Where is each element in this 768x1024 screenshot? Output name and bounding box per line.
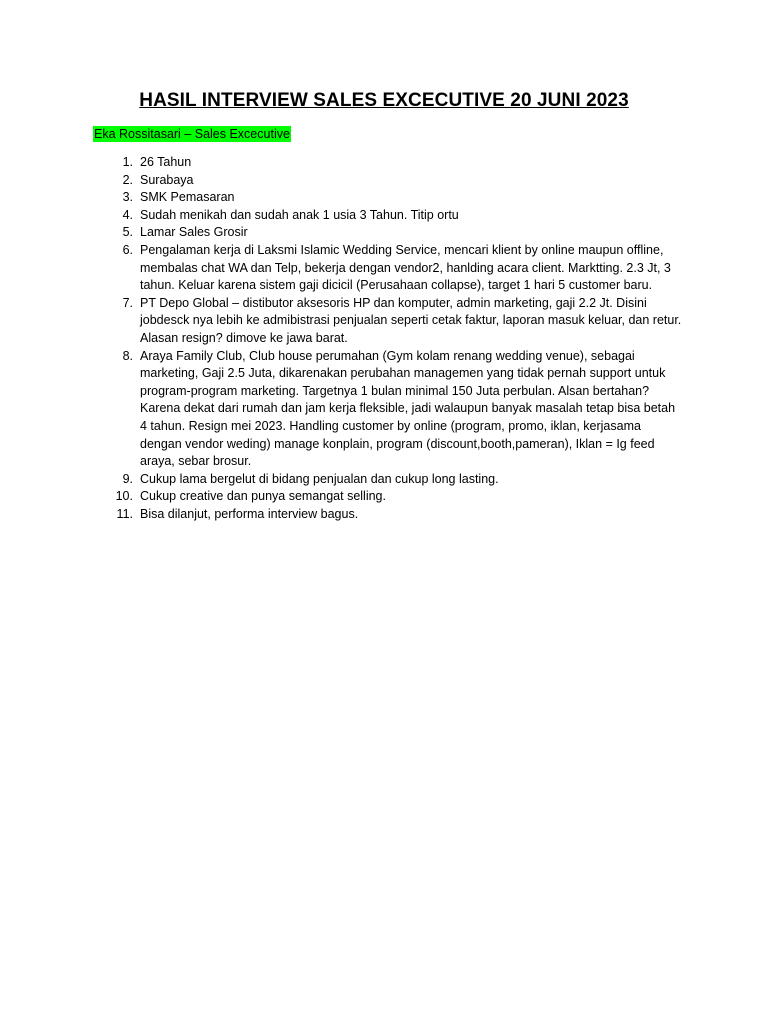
list-item-number: 5. bbox=[122, 225, 133, 240]
candidate-heading: Eka Rossitasari – Sales Excecutive bbox=[94, 127, 290, 141]
list-item-number: 10. bbox=[115, 489, 133, 504]
list-item bbox=[93, 295, 683, 348]
list-item-text: Bisa dilanjut, performa interview bagus. bbox=[140, 506, 359, 521]
list-item-text: Cukup creative dan punya semangat selling. bbox=[140, 489, 386, 504]
list-item bbox=[93, 189, 683, 207]
list-item-number: 1. bbox=[122, 155, 133, 169]
list-item-text: Sudah menikah dan sudah anak 1 usia 3 Tahun. Titip ortu bbox=[140, 207, 459, 222]
list-item bbox=[93, 488, 683, 506]
list-item bbox=[93, 224, 683, 242]
interview-notes-list bbox=[93, 154, 683, 523]
document-title: HASIL INTERVIEW SALES EXCECUTIVE 20 JUNI 2023 bbox=[139, 90, 629, 111]
list-item-number: 4. bbox=[122, 207, 133, 222]
list-item-number: 2. bbox=[122, 172, 133, 187]
list-item-number: 6. bbox=[122, 242, 133, 257]
list-item-number: 9. bbox=[122, 471, 133, 486]
list-item-number: 3. bbox=[122, 190, 133, 205]
list-item bbox=[93, 172, 683, 190]
list-item-text: Pengalaman kerja di Laksmi Islamic Wedding Service, mencari klient by online maupun offline, membalas chat WA dan Telp, bekerja dengan vendor2, hanlding acara client. Marktting. 2.3 Jt, 3 tahun. Keluar karena sistem gaji dicicil (Perusahaan collapse), target 1 hari 5 customer baru. bbox=[140, 242, 671, 293]
list-item-text: PT Depo Global – distibutor aksesoris HP dan komputer, admin marketing, gaji 2.2 Jt. Disini jobdesck nya lebih ke admibistrasi penjualan seperti cetak faktur, laporan masuk keluar, dan retur. Alasan resign? dimove ke jawa barat. bbox=[140, 295, 682, 345]
list-item-text: Lamar Sales Grosir bbox=[140, 225, 248, 240]
list-item bbox=[93, 506, 683, 524]
list-item bbox=[93, 154, 683, 172]
list-item-text: SMK Pemasaran bbox=[140, 190, 235, 205]
list-item-text: Cukup lama bergelut di bidang penjualan dan cukup long lasting. bbox=[140, 471, 499, 486]
list-item-number: 7. bbox=[122, 295, 133, 310]
list-item bbox=[93, 348, 683, 471]
list-item-text: Surabaya bbox=[140, 172, 194, 187]
list-item-text: 26 Tahun bbox=[140, 155, 192, 169]
list-item bbox=[93, 471, 683, 489]
list-item-number: 11. bbox=[116, 506, 133, 521]
list-item bbox=[93, 242, 683, 295]
list-item bbox=[93, 207, 683, 225]
list-item-text: Araya Family Club, Club house perumahan (Gym kolam renang wedding venue), sebagai marketing, Gaji 2.5 Juta, dikarenakan perubahan managemen yang tidak pernah support untuk program-program marketing. Targetnya 1 bulan minimal 150 Juta perbulan. Alsan bertahan? Karena dekat dari rumah dan jam kerja fleksible, jadi walaupun banyak masalah tetap bisa betah 4 tahun. Resign mei 2023. Handling customer by online (program, promo, iklan, kerjasama dengan vendor weding) manage konplain, program (discount,booth,pameran), Iklan = Ig feed araya, sebar brosur. bbox=[140, 348, 676, 469]
list-item-number: 8. bbox=[122, 348, 133, 363]
